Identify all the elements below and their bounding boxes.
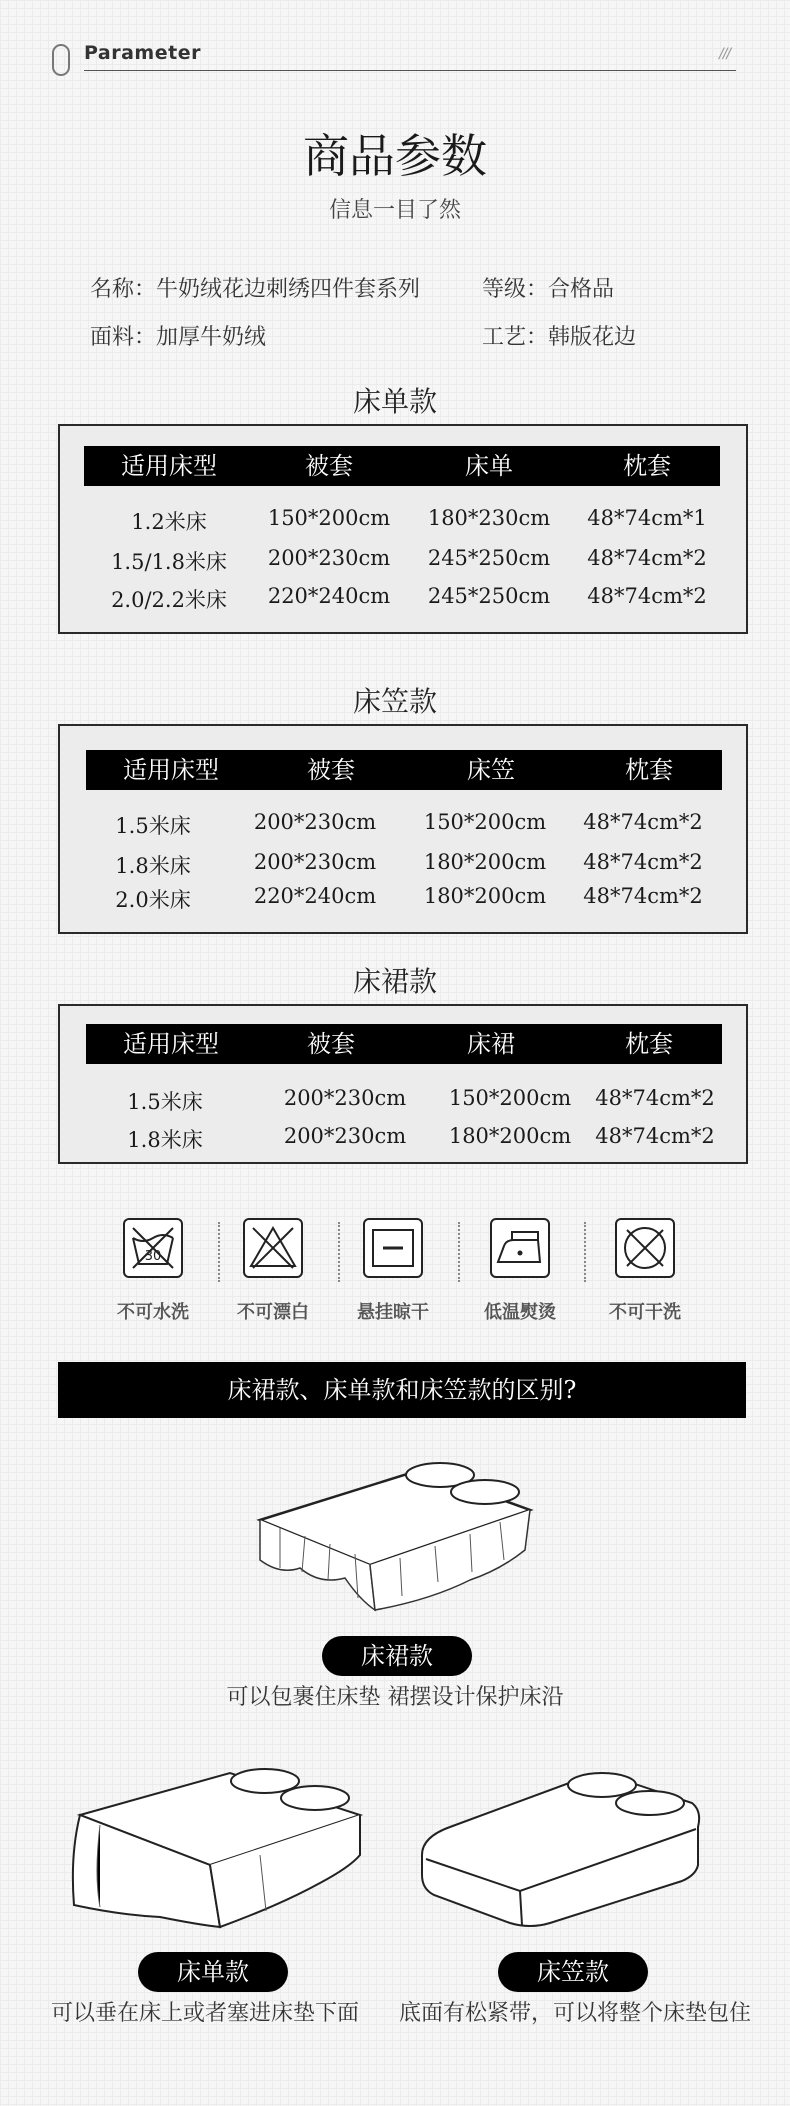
table-cell: 48*74cm*2 [583,884,703,908]
table-cell: 48*74cm*2 [595,1124,715,1148]
table-header-cell: 被套 [307,756,355,784]
table-bedsheet [58,424,748,634]
page-title: 商品参数 [303,129,487,183]
table-cell: 200*230cm [267,546,391,570]
style-desc-fitted: 底面有松紧带，可以将整个床垫包住 [398,2001,751,2026]
style-desc-skirt: 可以包裹住床垫 裙摆设计保护床沿 [226,1685,564,1710]
table-header-cell: 枕套 [625,1030,673,1058]
care-label: 不可干洗 [609,1302,681,1323]
table-cell: 1.5米床 [127,1090,203,1114]
table-cell: 245*250cm [427,584,551,608]
table-cell: 1.8米床 [115,854,191,878]
table-cell: 180*200cm [423,884,547,908]
page-subtitle: 信息一目了然 [328,198,461,223]
table-header-cell: 床笠 [467,756,515,784]
info-grade: 等级：合格品 [482,277,615,302]
table-cell: 150*200cm [267,506,391,530]
difference-banner: 床裙款、床单款和床笠款的区别? [58,1362,746,1418]
table-title-bedsheet: 床单款 [352,385,437,418]
bed-skirt-illustration [250,1450,540,1620]
dotted-separator [338,1222,340,1282]
low-iron-icon [490,1218,550,1278]
style-desc-flat: 可以垂在床上或者塞进床垫下面 [50,2001,359,2026]
table-cell: 200*230cm [283,1124,407,1148]
care-label: 不可水洗 [117,1302,189,1323]
table-cell: 200*230cm [253,850,377,874]
flat-sheet-illustration [60,1755,370,1935]
table-cell: 2.0米床 [115,888,191,912]
style-pill-flat: 床单款 [138,1952,288,1992]
table-cell: 48*74cm*2 [595,1086,715,1110]
dotted-separator [458,1222,460,1282]
table-cell: 180*200cm [423,850,547,874]
table-cell: 200*230cm [283,1086,407,1110]
table-cell: 180*200cm [448,1124,572,1148]
table-cell: 180*230cm [427,506,551,530]
table-cell: 48*74cm*2 [587,584,707,608]
table-header-cell: 适用床型 [123,1030,219,1058]
fitted-sheet-illustration [410,1755,710,1935]
table-header-cell: 床单 [465,452,513,480]
table-header-cell: 床裙 [467,1030,515,1058]
table-header [84,446,720,486]
table-cell: 245*250cm [427,546,551,570]
table-header [86,1024,722,1064]
info-craft: 工艺：韩版花边 [482,325,637,350]
table-header-cell: 适用床型 [123,756,219,784]
table-cell: 2.0/2.2米床 [111,588,227,612]
table-cell: 220*240cm [253,884,377,908]
table-cell: 48*74cm*2 [587,546,707,570]
table-title-fitted: 床笠款 [352,685,437,718]
table-cell: 1.5米床 [115,814,191,838]
table-title-skirt: 床裙款 [352,965,437,998]
table-cell: 220*240cm [267,584,391,608]
header-tag: Parameter [84,42,201,64]
dotted-separator [584,1222,586,1282]
header-pill-decoration [52,44,70,76]
table-cell: 48*74cm*2 [583,850,703,874]
no-wash-icon [123,1218,183,1278]
table-cell: 1.8米床 [127,1128,203,1152]
info-fabric: 面料：加厚牛奶绒 [90,325,267,350]
table-cell: 150*200cm [448,1086,572,1110]
table-cell: 150*200cm [423,810,547,834]
table-header-cell: 被套 [307,1030,355,1058]
no-dry-clean-icon [615,1218,675,1278]
table-cell: 48*74cm*1 [587,506,707,530]
style-pill-fitted: 床笠款 [498,1952,648,1992]
table-header-cell: 适用床型 [121,452,217,480]
table-header [86,750,722,790]
style-pill-skirt: 床裙款 [322,1636,472,1676]
care-label: 低温熨烫 [484,1302,556,1323]
care-label: 不可漂白 [237,1302,309,1323]
header-divider [84,70,736,71]
table-fitted [58,724,748,934]
table-cell: 48*74cm*2 [583,810,703,834]
table-header-cell: 枕套 [623,452,671,480]
table-cell: 1.5/1.8米床 [111,550,227,574]
table-header-cell: 被套 [305,452,353,480]
no-bleach-icon [243,1218,303,1278]
dotted-separator [218,1222,220,1282]
wash-temperature: 30 [144,1249,162,1264]
hang-dry-icon [363,1218,423,1278]
table-cell: 1.2米床 [131,510,207,534]
table-cell: 200*230cm [253,810,377,834]
table-skirt [58,1004,748,1164]
info-name: 名称：牛奶绒花边刺绣四件套系列 [90,277,421,302]
table-header-cell: 枕套 [625,756,673,784]
header-slashes: /// [719,46,731,62]
care-label: 悬挂晾干 [357,1302,429,1323]
